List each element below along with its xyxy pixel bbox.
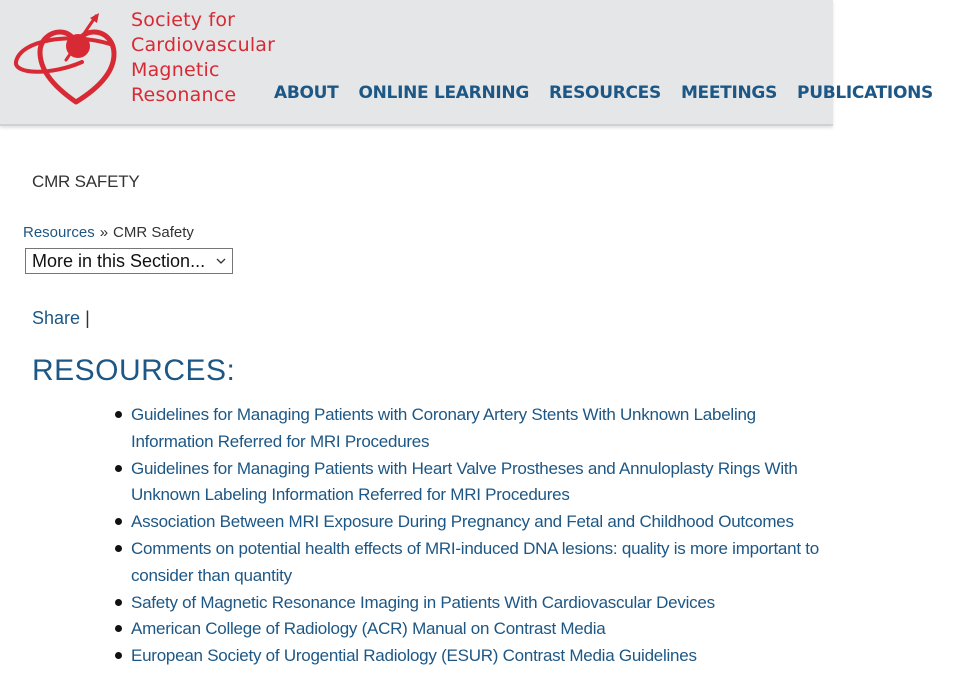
- resources-list: [131, 402, 831, 670]
- nav-item-resources[interactable]: RESOURCES: [549, 83, 661, 103]
- bullet: [115, 599, 122, 606]
- bullet: [115, 518, 122, 525]
- share-link[interactable]: Share: [32, 308, 81, 328]
- resource-link[interactable]: Comments on potential health effects of MRI-induced DNA lesions: quality is more important to consider than quantity: [131, 538, 819, 585]
- resources-heading: RESOURCES:: [32, 354, 236, 387]
- logo-line: Cardiovascular: [131, 34, 276, 56]
- breadcrumb-current: CMR Safety: [113, 224, 194, 241]
- heart-logo-icon[interactable]: [10, 10, 128, 106]
- list-item: [131, 643, 831, 670]
- share-divider: |: [85, 308, 90, 328]
- bullet: [115, 411, 122, 418]
- resource-link[interactable]: Guidelines for Managing Patients with Coronary Artery Stents With Unknown Labeling Information Referred for MRI Procedures: [131, 405, 756, 451]
- bullet: [115, 465, 122, 472]
- site-logo-text[interactable]: [131, 8, 275, 108]
- logo-line: Magnetic: [131, 59, 220, 81]
- resource-link[interactable]: Safety of Magnetic Resonance Imaging in Patients With Cardiovascular Devices: [131, 592, 715, 612]
- site-header: [0, 0, 933, 126]
- resource-link[interactable]: American College of Radiology (ACR) Manual on Contrast Media: [131, 619, 606, 639]
- resource-link[interactable]: European Society of Urogential Radiology (ESUR) Contrast Media Guidelines: [131, 646, 697, 666]
- breadcrumb-separator: »: [99, 224, 109, 241]
- logo-line: Society for: [131, 9, 236, 31]
- section-dropdown[interactable]: [25, 248, 233, 274]
- list-item: [131, 402, 831, 456]
- list-item: [131, 590, 831, 617]
- bullet: [115, 652, 122, 659]
- nav-item-about[interactable]: ABOUT: [274, 83, 339, 103]
- page-title: CMR SAFETY: [32, 172, 140, 191]
- nav-item-meetings[interactable]: MEETINGS: [680, 83, 778, 103]
- bullet: [115, 625, 122, 632]
- nav-item-publications[interactable]: PUBLICATIONS: [797, 83, 933, 103]
- resource-link[interactable]: Guidelines for Managing Patients with Heart Valve Prostheses and Annuloplasty Rings With Unknown Labeling Information Referred for MRI Procedures: [131, 458, 798, 505]
- list-item: [131, 456, 831, 510]
- nav-item-online-learning[interactable]: ONLINE LEARNING: [358, 83, 529, 103]
- breadcrumb: [23, 224, 194, 241]
- bullet: [115, 545, 122, 552]
- list-item: [131, 536, 831, 590]
- resource-link[interactable]: Association Between MRI Exposure During Pregnancy and Fetal and Childhood Outcomes: [131, 512, 794, 532]
- breadcrumb-link-resources[interactable]: Resources: [23, 224, 95, 241]
- share-bar: [32, 308, 90, 329]
- list-item: [131, 509, 831, 536]
- main-nav: [274, 82, 953, 106]
- logo-line: Resonance: [131, 84, 237, 106]
- list-item: [131, 616, 831, 643]
- section-dropdown-value: More in this Section...: [32, 251, 206, 271]
- chevron-down-icon: [216, 251, 226, 271]
